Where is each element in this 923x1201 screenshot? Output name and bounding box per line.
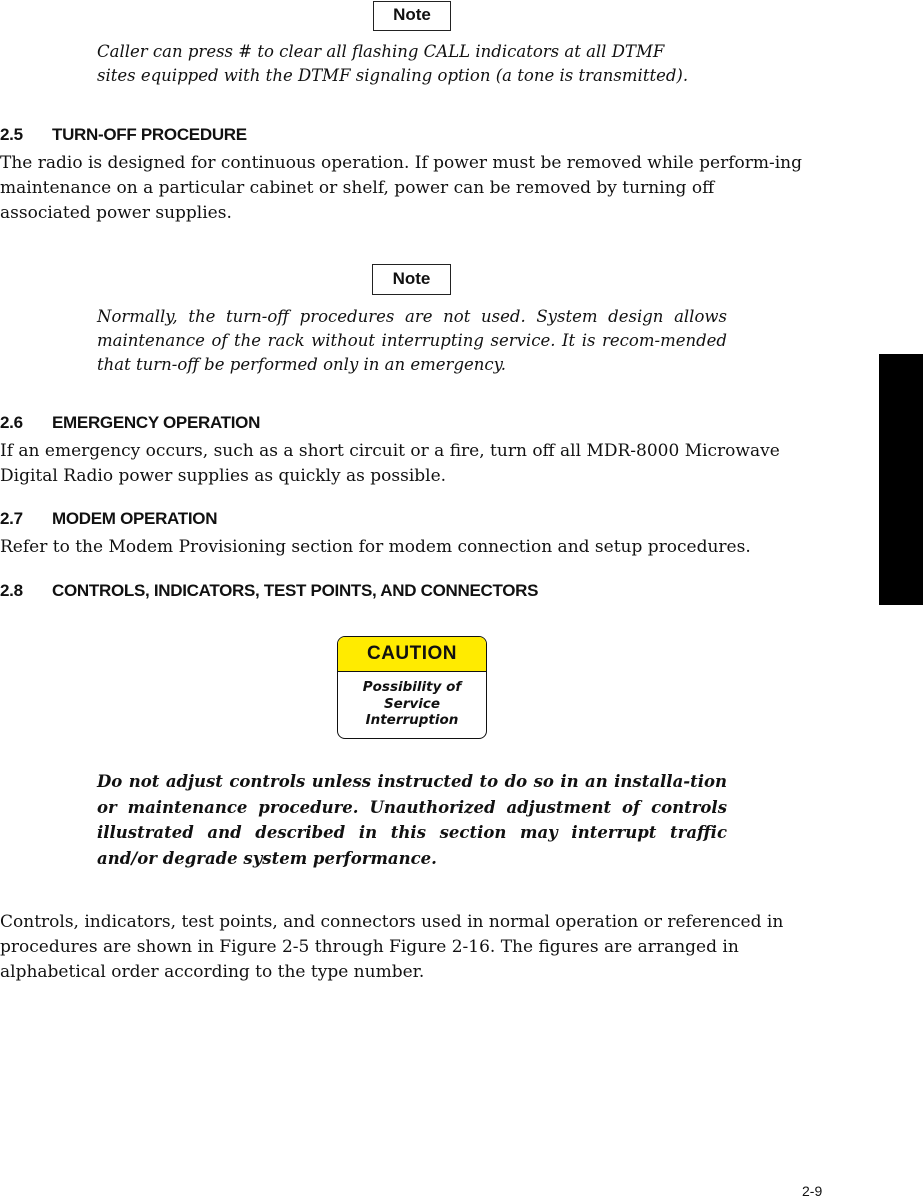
section-number: 2.6 [0,413,23,432]
section-title: EMERGENCY OPERATION [52,413,261,432]
note-line: Caller can press # to clear all flashing CALL indicators at all DTMF [97,42,665,61]
section-number: 2.5 [0,125,23,144]
section-heading-2-8 [0,581,538,601]
section-body-2-6: If an emergency occurs, such as a short circuit or a fire, turn off all MDR-8000 Microwave Digital Radio power supplies as quickly as possible. [0,441,780,486]
caution-badge [337,636,487,739]
section-title: CONTROLS, INDICATORS, TEST POINTS, AND CONNECTORS [52,581,539,600]
caution-text: Do not adjust controls unless instructed to do so in an installa-tion or maintenance procedure. Unauthorized adjustment of controls illustrated and described in this section may interrupt traffic and/or degrade system performance. [97,772,727,868]
section-number: 2.7 [0,509,23,528]
section-side-tab [879,354,923,605]
caution-line: Service [383,695,441,712]
section-title: MODEM OPERATION [52,509,218,528]
caution-line: Possibility of [362,679,462,695]
caution-subtitle [338,672,486,729]
section-heading-2-5 [0,125,247,145]
section-number: 2.8 [0,581,23,600]
note-label: Note [372,264,451,295]
section-title: TURN-OFF PROCEDURE [52,125,247,144]
note-text: Normally, the turn-off procedures are not used. System design allows maintenance of the rack without interrupting service. It is recom-mended that turn-off be performed only in an emergency. [97,307,727,374]
section-body-2-7: Refer to the Modem Provisioning section for modem connection and setup procedures. [0,537,751,557]
closing-paragraph: Controls, indicators, test points, and connectors used in normal operation or referenced in procedures are shown in Figure 2-5 through Figure 2-16. The figures are arranged in alphabetical order according to the type number. [0,912,784,982]
page-number: 2-9 [802,1183,823,1199]
section-body-2-5: The radio is designed for continuous operation. If power must be removed while perform-ing maintenance on a particular cabinet or shelf, power can be removed by turning off associated power supplies. [0,153,802,223]
note-text [97,40,727,88]
section-heading-2-6 [0,413,260,433]
caution-label: CAUTION [338,637,486,672]
section-heading-2-7 [0,509,217,529]
note-label: Note [373,1,451,31]
note-line: sites equipped with the DTMF signaling option (a tone is transmitted). [97,66,689,85]
caution-line: Interruption [365,712,459,728]
